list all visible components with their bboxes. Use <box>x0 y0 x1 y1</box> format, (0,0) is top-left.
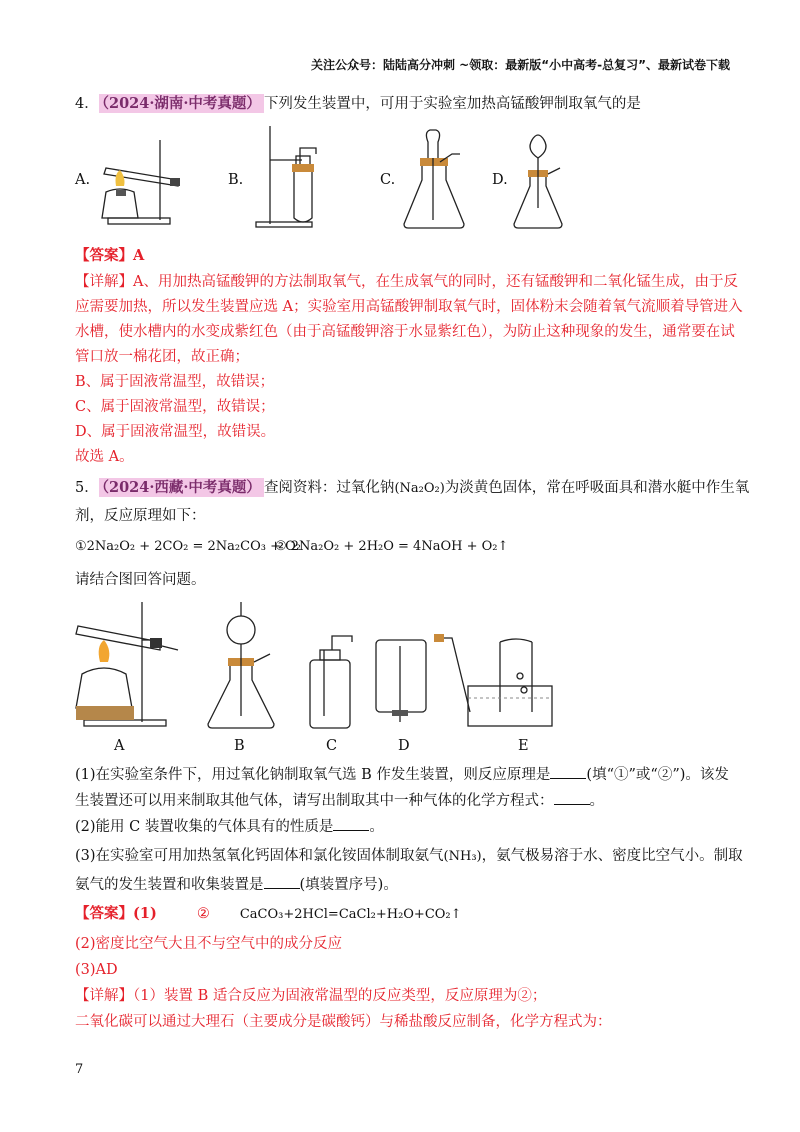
q5-stem-line-2: 剂，反应原理如下： <box>75 508 206 524</box>
q5-sub3-text-d: (填装置序号)。 <box>299 877 398 893</box>
apparatus-a-image <box>76 602 178 726</box>
q5-stem-1a: 查阅资料：过氧化钠 <box>263 480 395 496</box>
q4-answer: 【答案】A <box>75 247 145 264</box>
q4-apparatus-b-image <box>252 120 332 230</box>
q4-detail-line-2: 应需要加热，所以发生装置应选 A；实验室用高锰酸钾制取氧气时，固体粉末会随着氧气流顺着导管进入 <box>75 299 743 315</box>
q5-equation-1: ①2Na₂O₂ + 2CO₂ = 2Na₂CO₃ + O₂ <box>75 539 301 554</box>
q5-sub3-text-a: (3)在实验室可用加热氢氧化钙固体和氯化铵固体制取氨气 <box>75 848 444 864</box>
q5-prompt: 请结合图回答问题。 <box>75 572 206 588</box>
q5-formula-nh3: (NH₃) <box>443 849 482 864</box>
q5-figure-label-e: E <box>518 738 529 754</box>
q5-answer-3: (3)AD <box>75 962 118 978</box>
q5-figure-label-c: C <box>326 738 338 754</box>
q5-sub1-line-2 <box>75 790 604 811</box>
q4-apparatus-d-image <box>508 128 568 232</box>
q4-option-a-label: A. <box>75 172 91 188</box>
q4-apparatus-a-image <box>98 130 198 230</box>
q5-figure-label-a: A <box>114 738 125 754</box>
q5-sub1-text-b: (填“①”或“②”)。该发 <box>586 767 729 783</box>
q5-stem-1b: 为淡黄色固体，常在呼吸面具和潜水艇中作生氧 <box>444 480 750 496</box>
q5-blank-1 <box>550 764 586 779</box>
q4-detail-line-3: 水槽，使水槽内的水变成紫红色（由于高锰酸钾溶于水显紫红色），为防止这种现象的发生，通常要在试 <box>75 324 735 340</box>
q5-figure-label-b: B <box>234 738 245 754</box>
q4-detail-line-7: D、属于固液常温型，故错误。 <box>75 424 276 440</box>
apparatus-e-image <box>434 634 552 726</box>
apparatus-c-image <box>310 636 352 728</box>
q5-formula-na2o2: (Na₂O₂) <box>394 481 445 496</box>
q5-answer-label: 【答案】(1) <box>75 905 157 922</box>
q5-sub3-text-b: ，氨气极易溶于水、密度比空气小。制取 <box>481 848 743 864</box>
q5-answer-1b: CaCO₃+2HCl=CaCl₂+H₂O+CO₂↑ <box>239 907 462 922</box>
q5-sub1-text-d: 。 <box>589 793 604 809</box>
q5-sub2-line <box>75 816 384 837</box>
q4-apparatus-c-image <box>400 128 470 232</box>
q5-source-tag: （2024·西藏·中考真题） <box>99 478 264 497</box>
apparatus-b-image <box>208 602 274 728</box>
q5-number: 5． <box>75 480 99 496</box>
q5-sub3-text-c: 氨气的发生装置和收集装置是 <box>75 877 264 893</box>
q4-detail-line-8: 故选 A。 <box>75 449 134 465</box>
q4-option-b-label: B. <box>228 172 244 188</box>
apparatus-d-image <box>376 640 426 722</box>
q4-option-d-label: D. <box>492 172 508 188</box>
q5-figure-label-d: D <box>398 738 410 754</box>
q5-sub3-line-2 <box>75 874 398 895</box>
q5-detail-2: 二氧化碳可以通过大理石（主要成分是碳酸钙）与稀盐酸反应制备，化学方程式为： <box>75 1014 612 1030</box>
q5-detail-1: 【详解】（1）装置 B 适合反应为固液常温型的反应类型，反应原理为②； <box>75 988 547 1004</box>
q4-detail-line-1: 【详解】A、用加热高锰酸钾的方法制取氧气，在生成氧气的同时，还有锰酸钾和二氧化锰生成，由于反 <box>75 274 738 290</box>
q4-source-tag: （2024·湖南·中考真题） <box>99 94 264 113</box>
q5-apparatus-figure <box>70 596 570 734</box>
q5-sub1-line-1 <box>75 764 729 785</box>
q5-blank-4 <box>264 874 300 889</box>
q4-stem-line <box>75 94 641 114</box>
q4-detail-line-6: C、属于固液常温型，故错误； <box>75 399 275 415</box>
q5-sub1-text-a: (1)在实验室条件下，用过氧化钠制取氧气选 B 作发生装置，则反应原理是 <box>75 767 551 783</box>
q5-sub3-line-1 <box>75 846 743 867</box>
q5-sub2-text-a: (2)能用 C 装置收集的气体具有的性质是 <box>75 819 334 835</box>
q5-stem-line-1 <box>75 478 749 499</box>
q4-detail-line-5: B、属于固液常温型，故错误； <box>75 374 275 390</box>
q5-sub2-text-b: 。 <box>369 819 384 835</box>
q4-detail-line-4: 管口放一棉花团，故正确； <box>75 349 249 365</box>
page-header: 关注公众号：陆陆高分冲刺 ~领取：最新版“小中高考-总复习”、最新试卷下载 <box>311 58 730 72</box>
q5-blank-2 <box>554 790 590 805</box>
q4-option-c-label: C. <box>380 172 396 188</box>
q5-answer-1a: ② <box>196 906 210 922</box>
q5-sub1-text-c: 生装置还可以用来制取其他气体，请写出制取其中一种气体的化学方程式： <box>75 793 554 809</box>
page-number: 7 <box>75 1062 84 1077</box>
q5-answer-line-1 <box>75 904 462 925</box>
q5-answer-2: (2)密度比空气大且不与空气中的成分反应 <box>75 936 343 952</box>
q5-equation-2: ② 2Na₂O₂ + 2H₂O = 4NaOH + O₂↑ <box>275 539 509 554</box>
q4-number: 4． <box>75 96 99 112</box>
q5-blank-3 <box>333 816 369 831</box>
q4-stem: 下列发生装置中，可用于实验室加热高锰酸钾制取氧气的是 <box>263 96 641 112</box>
